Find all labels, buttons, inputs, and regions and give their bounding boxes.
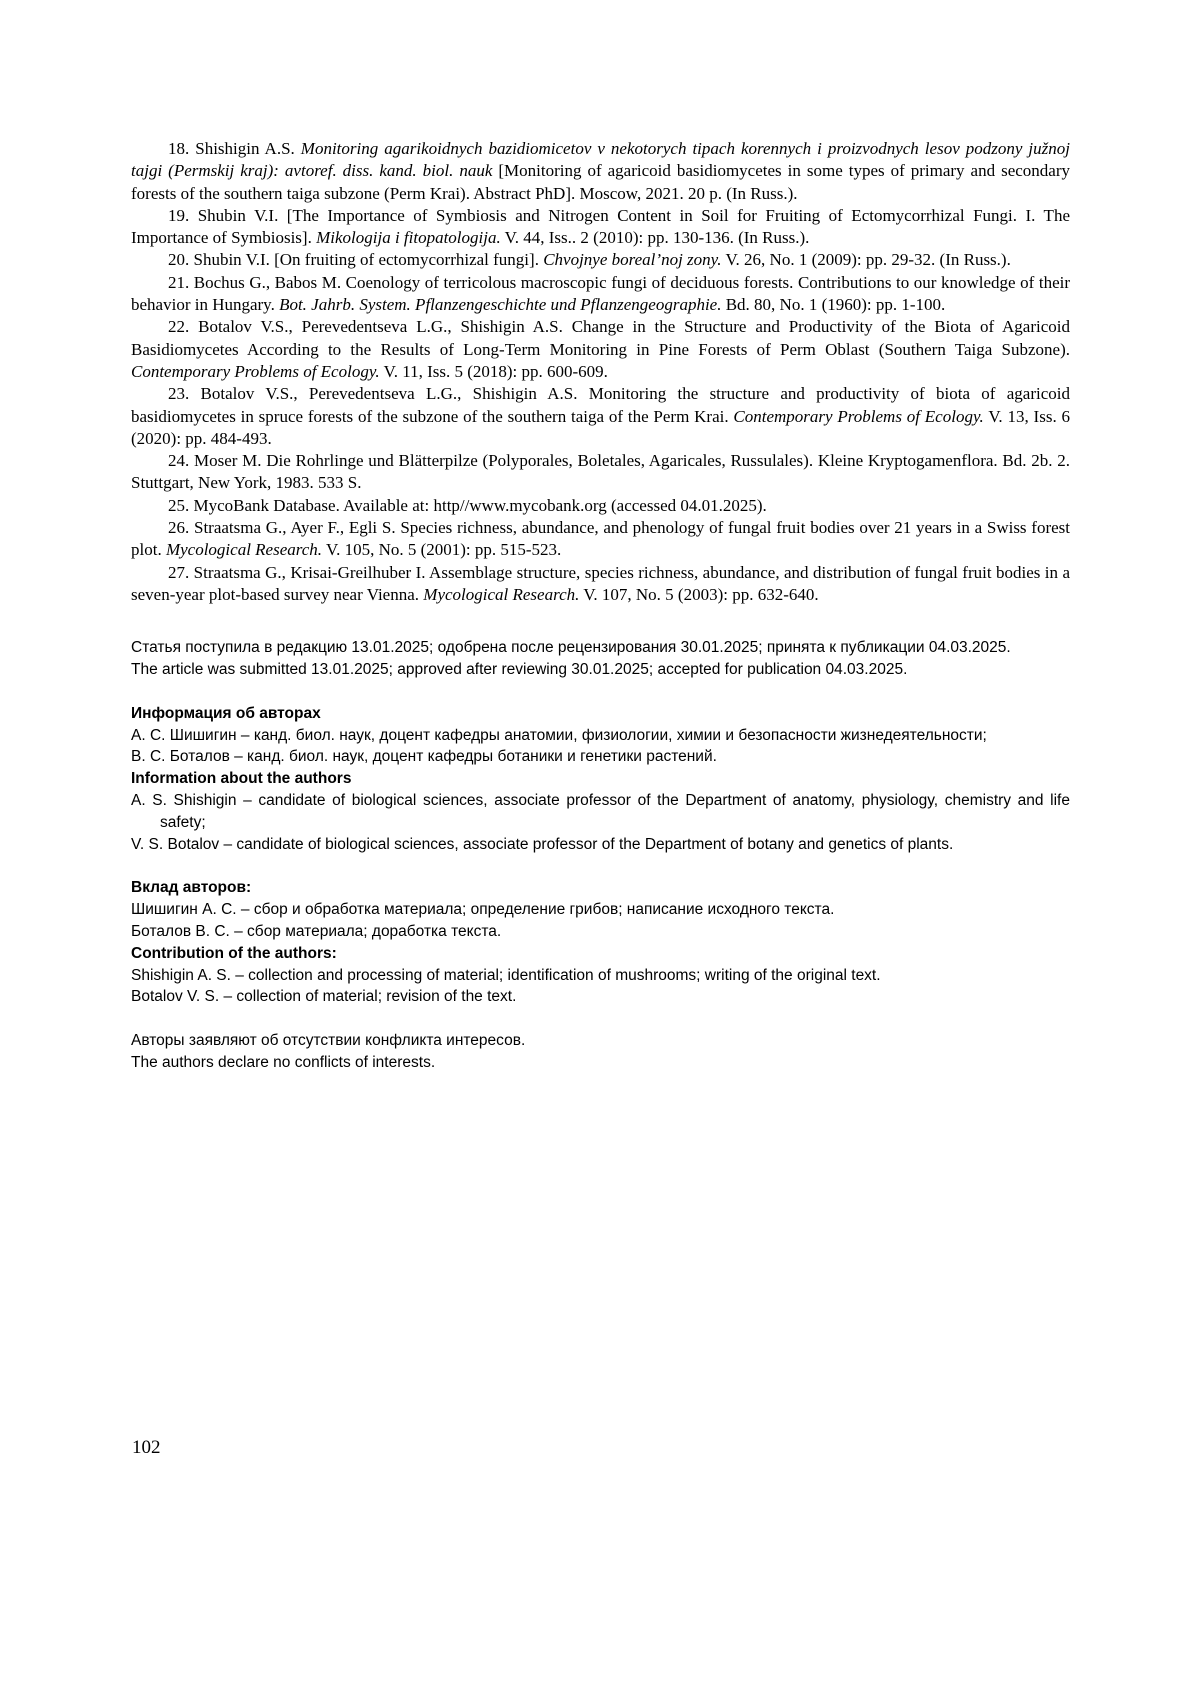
contribution-heading-en: Contribution of the authors: <box>131 944 337 962</box>
references-section <box>131 138 1070 606</box>
reference-text: V. 13, Iss. 6 (2020): pp. 484-493. <box>131 406 1071 448</box>
reference-text: [Monitoring of agaricoid basidiomycetes in some types of primary and secondary forests of the southern taiga subzone (Perm Krai). Abstract PhD]. Moscow, 2021. 20 p. (In Russ.). <box>131 161 1070 203</box>
reference-text: 21. Bochus G., Babos M. Coenology of terricolous macroscopic fungi of deciduous forests. Contributions to our knowledge of their behavior in Hungary. <box>131 272 1070 315</box>
contribution-line-ru: Боталов В. С. – сбор материала; доработка текста. <box>131 923 502 940</box>
reference-source-title: Mikologija i fitopatologija. <box>316 228 501 248</box>
conflict-statement-en: The authors declare no conflicts of interests. <box>131 1053 436 1071</box>
reference-text: V. 105, No. 5 (2001): pp. 515-523. <box>322 540 562 560</box>
authors-info-section <box>131 703 1070 856</box>
reference-text: V. 26, No. 1 (2009): pp. 29-32. (In Russ.). <box>721 250 1011 270</box>
reference-item <box>131 495 1070 517</box>
contribution-line-en: Shishigin A. S. – collection and processing of material; identification of mushrooms; writing of the original text. <box>131 966 881 984</box>
reference-text: 24. Moser M. Die Rohrlinge und Blätterpilze (Polyporales, Boletales, Agaricales, Russulales). Kleine Kryptogamenflora. Bd. 2b. 2. Stuttgart, New York, 1983. 533 S. <box>131 451 1070 493</box>
reference-text: V. 44, Iss.. 2 (2010): pp. 130-136. (In Russ.). <box>500 228 810 248</box>
reference-source-title: Chvojnye boreal’noj zony. <box>543 250 722 270</box>
reference-item <box>131 562 1070 607</box>
reference-item <box>131 517 1070 562</box>
reference-text: 27. Straatsma G., Krisai-Greilhuber I. Assemblage structure, species richness, abundance, and distribution of fungal fruit bodies in a seven-year plot-based survey near Vienna. <box>131 562 1070 604</box>
reference-text: V. 11, Iss. 5 (2018): pp. 600-609. <box>379 361 608 381</box>
reference-source-title: Monitoring agarikoidnych bazidiomicetov v nekotorych tipach korennych i proizvodnych lesov podzony južnoj tajgi (Permskij kraj): avtoref. diss. kand. biol. nauk <box>131 139 1070 181</box>
reference-item <box>131 249 1070 271</box>
reference-item <box>131 205 1070 250</box>
authors-info-heading-ru: Информация об авторах <box>131 704 321 722</box>
conflict-statement-ru: Авторы заявляют об отсутствии конфликта интересов. <box>131 1032 526 1050</box>
reference-source-title: Contemporary Problems of Ecology. <box>131 361 380 381</box>
author-info-line-en: A. S. Shishigin – candidate of biological sciences, associate professor of the Department of anatomy, physiology, chemistry and life safety; <box>131 792 1070 831</box>
reference-source-title: Bot. Jahrb. System. Pflanzengeschichte und Pflanzengeographie. <box>279 295 722 315</box>
reference-text: 19. Shubin V.I. [The Importance of Symbiosis and Nitrogen Content in Soil for Fruiting of Ectomycorrhizal Fungi. I. The Importance of Symbiosis]. <box>131 205 1070 248</box>
submission-date-en: The article was submitted 13.01.2025; approved after reviewing 30.01.2025; accepted for publication 04.03.2025. <box>131 661 908 679</box>
author-info-line-ru: В. С. Боталов – канд. биол. наук, доцент кафедры ботаники и генетики растений. <box>131 748 717 766</box>
reference-text: 18. Shishigin A.S. <box>168 139 301 158</box>
reference-source-title: Mycological Research. <box>423 584 580 604</box>
reference-source-title: Contemporary Problems of Ecology. <box>733 406 984 426</box>
contribution-line-en: Botalov V. S. – collection of material; revision of the text. <box>131 988 517 1006</box>
reference-text: V. 107, No. 5 (2003): pp. 632-640. <box>579 584 819 604</box>
reference-text: 25. MycoBank Database. Available at: http//www.mycobank.org (accessed 04.01.2025). <box>168 495 767 515</box>
reference-text: 20. Shubin V.I. [On fruiting of ectomycorrhizal fungi]. <box>168 250 544 270</box>
author-info-line-ru: А. С. Шишигин – канд. биол. наук, доцент кафедры анатомии, физиологии, химии и безопасности жизнедеятельности; <box>131 726 987 744</box>
contribution-heading-ru: Вклад авторов: <box>131 879 252 897</box>
reference-text: 26. Straatsma G., Ayer F., Egli S. Species richness, abundance, and phenology of fungal fruit bodies over 21 years in a Swiss forest plot. <box>131 518 1070 560</box>
reference-text: Bd. 80, No. 1 (1960): pp. 1-100. <box>721 295 946 315</box>
page-number: 102 <box>132 1437 161 1458</box>
reference-item <box>131 316 1070 383</box>
page-content <box>131 138 1070 1074</box>
reference-item <box>131 383 1070 450</box>
author-info-line-en: V. S. Botalov – candidate of biological sciences, associate professor of the Department of botany and genetics of plants. <box>131 835 954 853</box>
submission-info <box>131 637 1070 681</box>
submission-date-ru: Статья поступила в редакцию 13.01.2025; одобрена после рецензирования 30.01.2025; принята к публикации 04.03.2025. <box>131 639 1011 657</box>
reference-text: 22. Botalov V.S., Perevedentseva L.G., Shishigin A.S. Change in the Structure and Productivity of the Biota of Agaricoid Basidiomycetes According to the Results of Long-Term Monitoring in Pine Forests of Perm Oblast (Southern Taiga Subzone). <box>131 317 1070 359</box>
reference-item <box>131 450 1070 495</box>
contribution-line-ru: Шишигин А. С. – сбор и обработка материала; определение грибов; написание исходного текста. <box>131 901 835 919</box>
authors-info-heading-en: Information about the authors <box>131 770 352 788</box>
reference-source-title: Mycological Research. <box>165 540 323 560</box>
reference-text: 23. Botalov V.S., Perevedentseva L.G., Shishigin A.S. Monitoring the structure and productivity of biota of agaricoid basidiomycetes in spruce forests of the subzone of the southern taiga of the Perm Krai. <box>131 384 1070 426</box>
reference-item <box>131 138 1070 205</box>
reference-item <box>131 272 1070 317</box>
conflict-statement <box>131 1030 1070 1074</box>
contribution-section <box>131 877 1070 1008</box>
